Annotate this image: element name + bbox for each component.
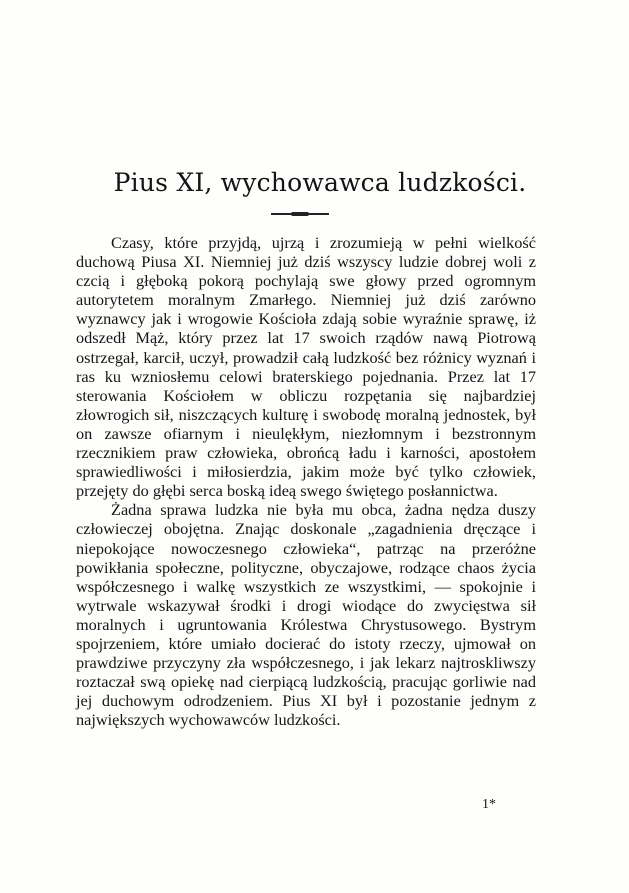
paragraph: Żadna sprawa ludzka nie była mu obca, żadna nędza duszy człowieczej obojętna. Znając doskonale „zagadnienia dręczące i niepokojące nowoczesnego człowieka“, patrząc na przeróżne powikłania społeczne, polityczne, obyczajowe, rodzące chaos życia współczesnego i walkę wszystkich ze wszystkimi, — spokojnie i wytrwale wskazywał środki i drogi wiodące do zwycięstwa sił moralnych i ugruntowania Królestwa Chrystusowego. Bystrym spojrzeniem, które umiało docierać do istoty rzeczy, ujmował on prawdziwe przyczyny zła współczesnego, i jak lekarz najtroskliwszy roztaczał swą opiekę nad cierpiącą ludzkością, pracując gorliwie nad jej duchowym odrodzeniem. Pius XI był i pozostanie jednym z największych wychowawców ludzkości. — [76, 500, 536, 730]
paragraph: Czasy, które przyjdą, ujrzą i zrozumieją w pełni wielkość duchową Piusa XI. Niemniej już dziś wszyscy ludzie dobrej woli z czcią i głęboką pokorą pochylają swe głowy przed ogromnym autorytetem moralnym Zmarłego. Niemniej już dziś zarówno wyznawcy jak i wrogowie Kościoła zdają sobie wyraźnie sprawę, iż odszedł Mąż, który przez lat 17 swoich rządów nawą Piotrową ostrzegał, karcił, uczył, prowadził całą ludzkość bez różnicy wyznań i ras ku wzniosłemu celowi braterskiego pojednania. Przez lat 17 sterowania Kościołem w obliczu rozpętania się najbardziej złowrogich sił, niszczących kulturę i swobodę moralną jednostek, był on zawsze ofiarnym i nieulękłym, niezłomnym i bezstronnym rzecznikiem praw człowieka, obrońcą ładu i karności, apostołem sprawiedliwości i miłosierdzia, jakim może być tylko człowiek, przejęty do głębi serca boską ideą swego świętego posłannictwa. — [76, 233, 536, 501]
chapter-title: Pius XI, wychowawca ludzkości. — [113, 168, 527, 197]
body-text — [76, 233, 536, 729]
title-divider — [271, 213, 329, 215]
page-number: 1* — [482, 797, 496, 812]
